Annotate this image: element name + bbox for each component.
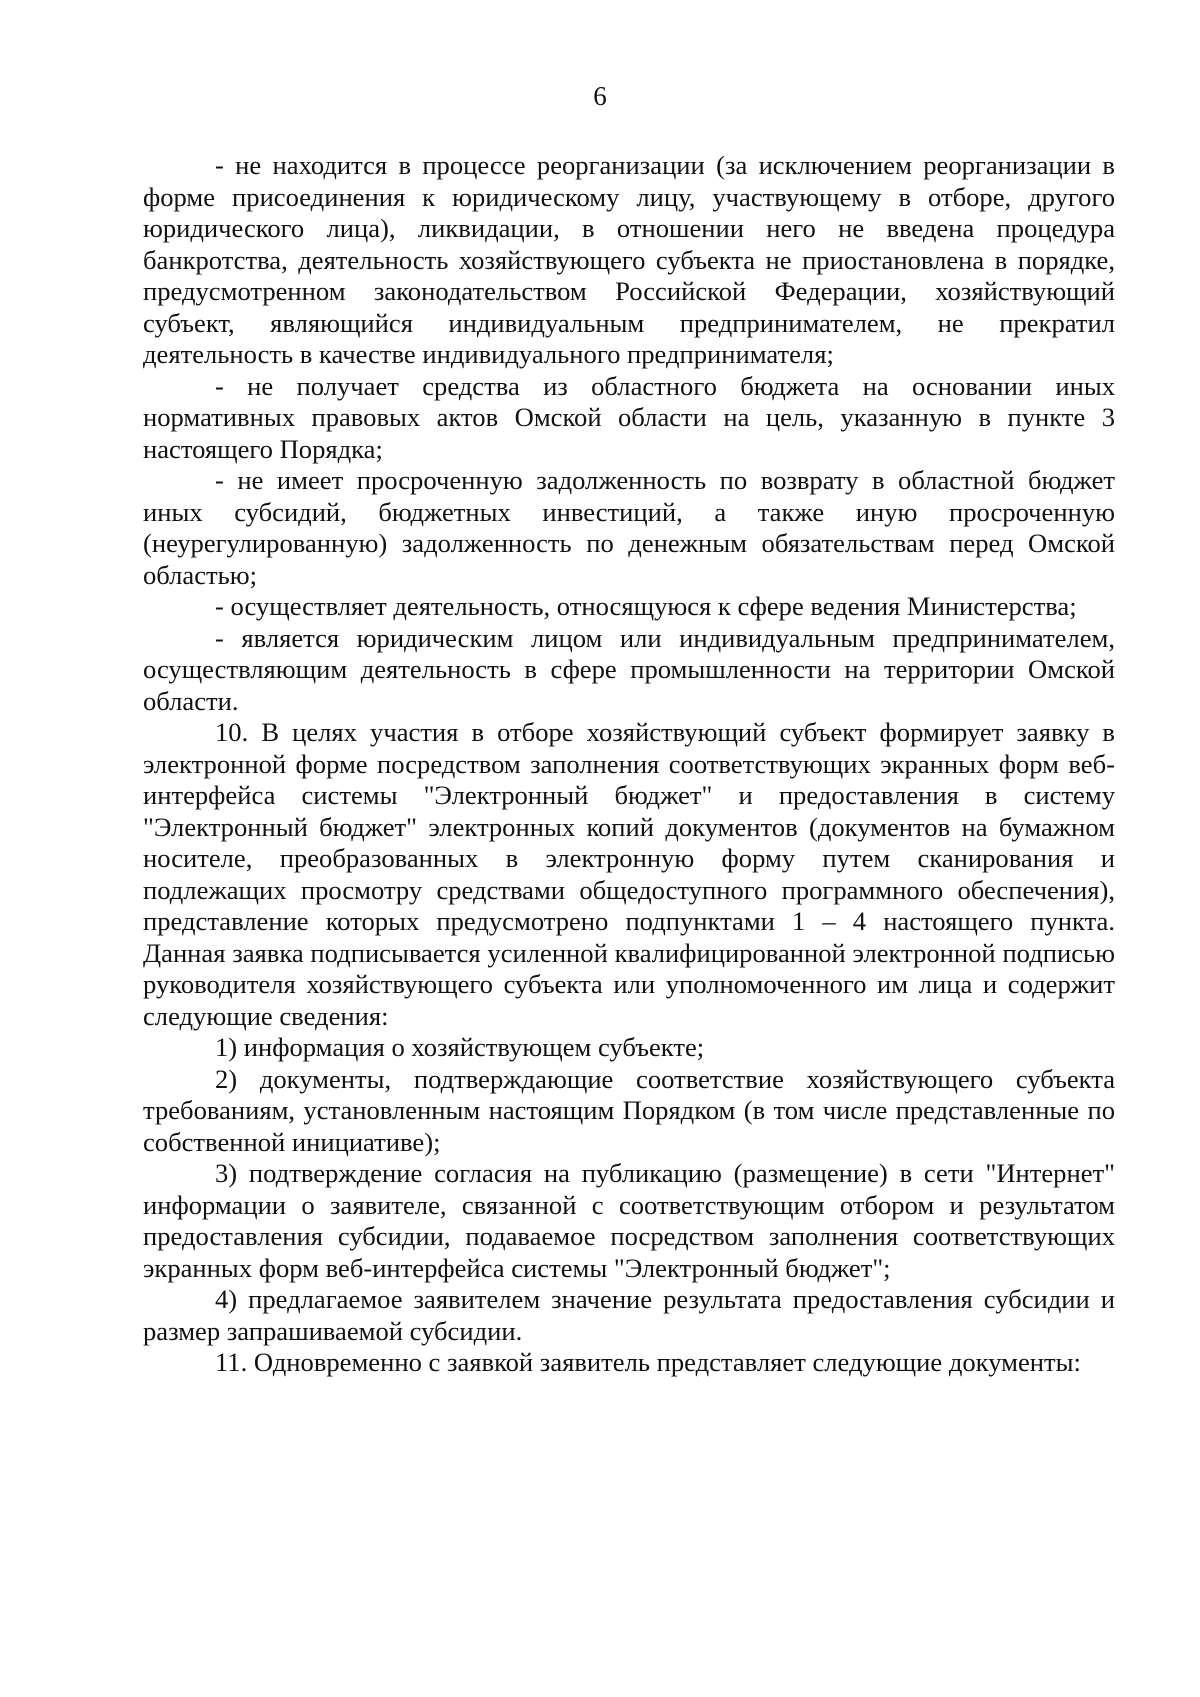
paragraph-no-overdue-debt: - не имеет просроченную задолженность по возврату в областной бюджет иных субсидий, бюджетных инвестиций, а также иную просроченную (неурегулированную) задолженность по денежным обязательствам перед Омской областью; — [143, 465, 1115, 590]
paragraph-legal-entity: - является юридическим лицом или индивидуальным предпринимателем, осуществляющим деятельность в сфере промышленности на территории Омской области. — [143, 622, 1115, 716]
paragraph-not-in-reorganization: - не находится в процессе реорганизации (за исключением реорганизации в форме присоединения к юридическому лицу, участвующему в отборе, другого юридического лица), ликвидации, в отношении него не введена процедура банкротства, деятельность хозяйствующего субъекта не приостановлена в порядке, предусмотренном законодательством Российской Федерации, хозяйствующий субъект, являющийся индивидуальным предпринимателем, не прекратил деятельность в качестве индивидуального предпринимателя; — [143, 150, 1115, 369]
paragraph-no-budget-funds: - не получает средства из областного бюджета на основании иных нормативных правовых актов Омской области на цель, указанную в пункте 3 настоящего Порядка; — [143, 370, 1115, 464]
document-body — [143, 150, 1115, 1379]
paragraph-clause-10: 10. В целях участия в отборе хозяйствующий субъект формирует заявку в электронной форме посредством заполнения соответствующих экранных форм веб-интерфейса системы "Электронный бюджет" и предоставления в систему "Электронный бюджет" электронных копий документов (документов на бумажном носителе, преобразованных в электронную форму путем сканирования и подлежащих просмотру средствами общедоступного программного обеспечения), представление которых предусмотрено подпунктами 1 – 4 настоящего пункта. Данная заявка подписывается усиленной квалифицированной электронной подписью руководителя хозяйствующего субъекта или уполномоченного им лица и содержит следующие сведения: — [143, 717, 1115, 1031]
paragraph-clause-11: 11. Одновременно с заявкой заявитель представляет следующие документы: — [215, 1347, 1081, 1377]
paragraph-ministry-sphere: - осуществляет деятельность, относящуюся к сфере ведения Министерства; — [215, 591, 1077, 621]
paragraph-subitem-2: 2) документы, подтверждающие соответствие хозяйствующего субъекта требованиям, установленным настоящим Порядком (в том числе представленные по собственной инициативе); — [143, 1063, 1115, 1157]
paragraph-subitem-3: 3) подтверждение согласия на публикацию (размещение) в сети "Интернет" информации о заявителе, связанной с соответствующим отбором и результатом предоставления субсидии, подаваемое посредством заполнения соответствующих экранных форм веб-интерфейса системы "Электронный бюджет"; — [143, 1158, 1115, 1283]
page-number: 6 — [593, 81, 607, 111]
paragraph-subitem-4: 4) предлагаемое заявителем значение результата предоставления субсидии и размер запрашиваемой субсидии. — [143, 1284, 1115, 1346]
paragraph-subitem-1: 1) информация о хозяйствующем субъекте; — [215, 1032, 705, 1062]
